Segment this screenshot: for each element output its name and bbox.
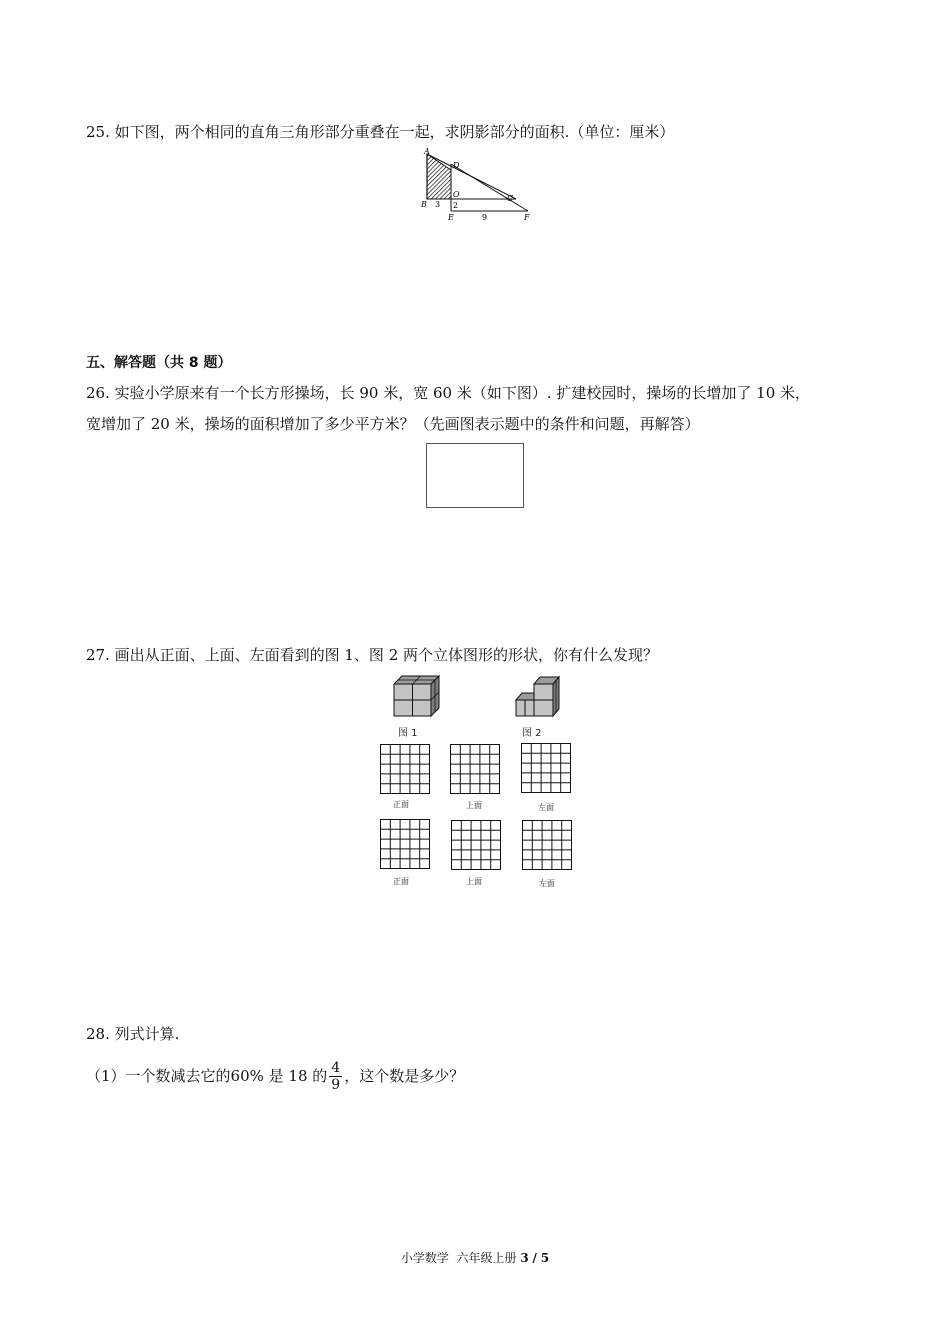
q28-title: 28. 列式计算. <box>86 1025 180 1043</box>
q28-sub1-before: （1）一个数减去它的60% 是 18 的 <box>86 1067 328 1085</box>
footer-grade: 六年级上册 <box>456 1251 517 1265</box>
fraction-four-ninths <box>329 1060 342 1093</box>
cube-figure-1 <box>385 672 445 720</box>
grid-row2-front <box>380 819 430 869</box>
grid-label-left-2: 左面 <box>539 879 555 888</box>
q26-line2: 宽增加了 20 米，操场的面积增加了多少平方米？（先画图表示题中的条件和问题，再解答） <box>86 415 700 433</box>
label-o: O <box>453 190 460 199</box>
fig1-label: 图 1 <box>398 728 418 739</box>
q25-text: 25. 如下图，两个相同的直角三角形部分重叠在一起，求阴影部分的面积.（单位：厘米） <box>86 123 675 141</box>
label-b: B <box>421 200 427 209</box>
hypotenuse-df <box>451 164 528 211</box>
grid-row2-top <box>451 820 501 870</box>
footer-total-pages: 5 <box>540 1251 550 1265</box>
grid-row1-top <box>450 744 500 794</box>
label-2: 2 <box>453 201 459 210</box>
section-title: 五、解答题（共 8 题） <box>86 355 232 371</box>
label-3: 3 <box>435 200 441 209</box>
grid-label-front-2: 正面 <box>393 877 409 886</box>
footer-page-number: 3 <box>520 1251 529 1265</box>
fig2-label: 图 2 <box>522 728 542 739</box>
label-9: 9 <box>482 213 488 222</box>
fraction-denominator: 9 <box>331 1076 341 1093</box>
grid-label-left-1: 左面 <box>538 803 554 812</box>
q28-sub1 <box>86 1056 464 1096</box>
grid-row1-left <box>521 743 571 793</box>
fraction-numerator: 4 <box>331 1059 341 1076</box>
grid-label-top-2: 上面 <box>466 877 482 886</box>
label-d: D <box>453 161 460 170</box>
q27-text: 27. 画出从正面、上面、左面看到的图 1、图 2 两个立体图形的形状，你有什么发现？ <box>86 646 659 664</box>
grid-label-top-1: 上面 <box>466 801 482 810</box>
q25-triangle-figure <box>418 148 536 224</box>
label-f: F <box>524 213 530 222</box>
grid-label-front-1: 正面 <box>393 800 409 809</box>
label-e: E <box>448 213 454 222</box>
page-footer <box>0 1249 950 1266</box>
q26-line1: 26. 实验小学原来有一个长方形操场，长 90 米，宽 60 米（如下图）. 扩建校园时，操场的长增加了 10 米， <box>86 384 811 402</box>
label-c: C <box>507 194 514 203</box>
label-a: A <box>424 148 430 156</box>
grid-row1-front <box>380 744 430 794</box>
q28-sub1-after: ，这个数是多少？ <box>344 1067 465 1085</box>
playground-rectangle <box>426 443 524 508</box>
grid-row2-left <box>522 820 572 870</box>
footer-subject: 小学数学 <box>400 1251 449 1265</box>
footer-separator: / <box>532 1251 537 1265</box>
cube-figure-2 <box>512 672 562 720</box>
shaded-region <box>427 154 451 199</box>
